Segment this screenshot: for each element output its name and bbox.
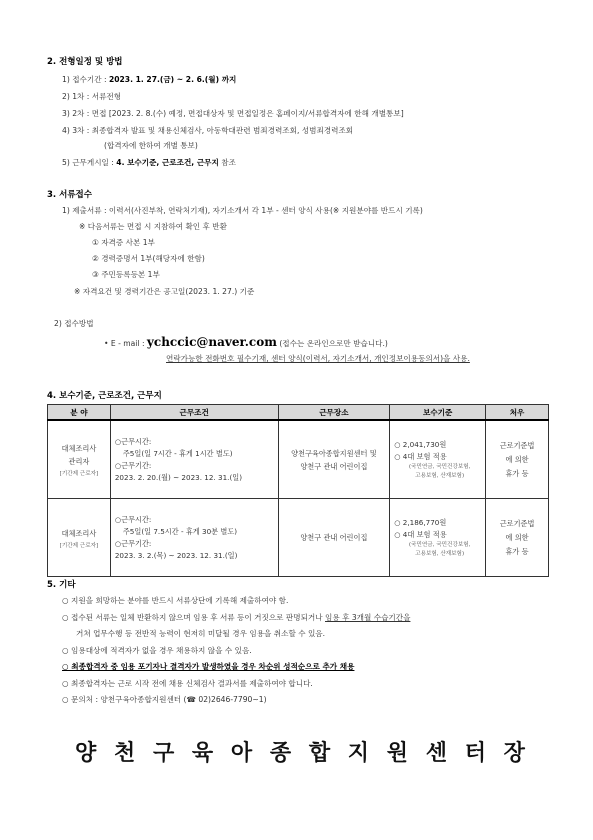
field-cell: 대체조리사 [기간제 근로자] [48, 499, 111, 577]
docs-note-1: ※ 다음서류는 면접 시 지참하여 확인 후 반환 [79, 222, 227, 231]
docs-item-3: ③ 주민등록등본 1부 [92, 270, 160, 279]
table-row [48, 499, 549, 577]
place-cell: 양천구 관내 어린이집 [278, 499, 390, 577]
email-line: • E - mail : ychccic@naver.com (접수는 온라인으로만 받습니다.) [104, 335, 388, 349]
misc-line-5: ○ 최종합격자는 근로 시작 전에 채용 신체검사 결과서를 제출하여야 합니다. [62, 679, 313, 688]
docs-item-1: ① 자격증 사본 1부 [92, 238, 155, 247]
signature-char: 육 [191, 741, 214, 766]
misc-line-2: ○ 접수된 서류는 일체 반환하지 않으며 임용 후 서류 등이 거짓으로 판명되거나 임용 후 3개월 수습기간을 [62, 613, 411, 622]
header-treatment: 처우 [486, 405, 549, 421]
pay-cell: ○ 2,186,770원 ○ 4대 보험 적용 (국민연금, 국민건강보험, 고용보험, 산재보험) [390, 499, 486, 577]
apply-method-heading: 2) 접수방법 [54, 319, 94, 328]
signature-line [75, 736, 525, 767]
header-place: 근무장소 [278, 405, 390, 421]
place-cell: 양천구육아종합지원센터 및 양천구 관내 어린이집 [278, 420, 390, 499]
misc-line-2b: 거쳐 업무수행 등 전반적 능력이 현저히 미달될 경우 임용을 취소할 수 있음. [76, 629, 326, 638]
docs-item-2: ② 경력증명서 1부(해당자에 한함) [92, 254, 205, 263]
table-row [48, 420, 549, 499]
signature-char: 지 [347, 741, 370, 766]
email-address[interactable]: ychccic@naver.com [146, 335, 277, 349]
conditions-cell: ○근무시간: 주5일(일 7.5시간 - 휴게 30분 별도) ○근무기간: 2023. 3. 2.(목) ~ 2023. 12. 31.(일) [110, 499, 278, 577]
docs-line-1: 1) 제출서류 : 이력서(사진부착, 연락처기재), 자기소개서 각 1부 - 센터 양식 사용(※ 지원분야를 반드시 기록) [62, 206, 423, 215]
misc-line-6: ○ 문의처 : 양천구육아종합지원센터 (☎ 02)2646-7790~1) [62, 695, 267, 704]
section-4-title: 4. 보수기준, 근로조건, 근무지 [47, 391, 162, 401]
field-cell: 대체조리사 관리자 [기간제 근로자] [48, 420, 111, 499]
pay-cell: ○ 2,041,730원 ○ 4대 보험 적용 (국민연금, 국민건강보험, 고용보험, 산재보험) [390, 420, 486, 499]
header-pay: 보수기준 [390, 405, 486, 421]
conditions-cell: ○근무시간: 주5일(일 7시간 - 휴게 1시간 별도) ○근무기간: 2023. 2. 20.(월) ~ 2023. 12. 31.(일) [110, 420, 278, 499]
section-5-title: 5. 기타 [47, 580, 76, 590]
pay-table [47, 404, 549, 577]
misc-line-1: ○ 지원을 희망하는 분야를 반드시 서류상단에 기록해 제출하여야 함. [62, 596, 289, 605]
signature-char: 터 [464, 741, 486, 766]
schedule-line-1: 1) 접수기간 : 2023. 1. 27.(금) ~ 2. 6.(월) 까지 [62, 75, 237, 84]
signature-char: 센 [425, 741, 447, 766]
signature-char: 종 [269, 741, 292, 766]
signature-char: 아 [230, 741, 253, 766]
treatment-cell: 근로기준법 에 의한 휴가 등 [486, 420, 549, 499]
signature-char: 합 [308, 741, 331, 766]
treatment-cell: 근로기준법 에 의한 휴가 등 [486, 499, 549, 577]
misc-line-3: ○ 임용대상에 적격자가 없을 경우 채용하지 않을 수 있음. [62, 646, 252, 655]
signature-char: 장 [503, 741, 525, 766]
section-2-title: 2. 전형일정 및 방법 [47, 57, 123, 67]
schedule-line-2: 2) 1차 : 서류전형 [62, 92, 122, 101]
signature-char: 원 [386, 741, 409, 766]
schedule-line-5: 5) 근무게시일 : 4. 보수기준, 근로조건, 근무지 참조 [62, 158, 236, 167]
misc-line-4: ○ 최종합격자 중 임용 포기자나 결격자가 발생하였을 경우 차순위 성적순으로 추가 채용 [62, 662, 355, 671]
signature-char: 구 [152, 741, 175, 766]
section-3-title: 3. 서류접수 [47, 190, 92, 200]
schedule-line-3: 3) 2차 : 면접 [2023. 2. 8.(수) 예정, 면접대상자 및 면접일정은 홈페이지/서류합격자에 한해 개별통보] [62, 109, 404, 118]
signature-char: 천 [113, 741, 136, 766]
header-conditions: 근무조건 [110, 405, 278, 421]
docs-note-2: ※ 자격요건 및 경력기간은 공고일(2023. 1. 27.) 기준 [74, 287, 255, 296]
signature-char: 양 [75, 741, 97, 766]
schedule-line-4: 4) 3차 : 최종합격자 발표 및 채용신체검사, 아동학대관련 범죄경력조회, 성범죄경력조회 [62, 126, 354, 135]
email-note: 연락가능한 전화번호 필수기재, 센터 양식(이력서, 자기소개서, 개인정보이용동의서)을 사용. [166, 354, 470, 363]
header-field: 분 야 [48, 405, 111, 421]
schedule-line-4-note: (합격자에 한하여 개별 통보) [104, 141, 198, 150]
pay-table-header [48, 405, 549, 421]
